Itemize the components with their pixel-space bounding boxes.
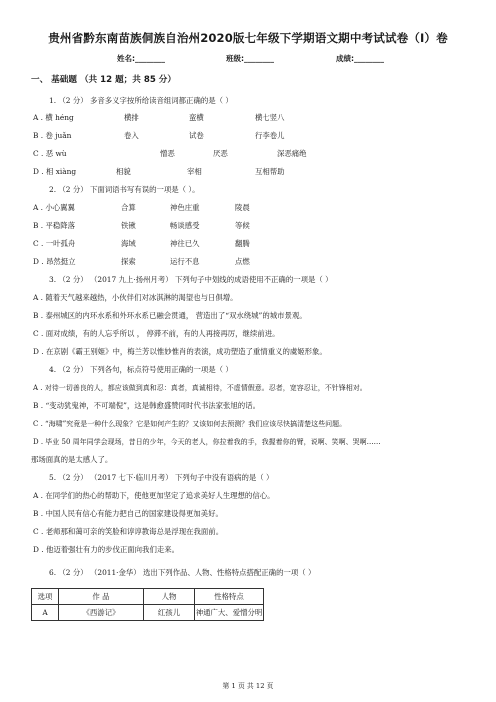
q4-option-a[interactable]: A . 对待一切善良的人，都应该做到真和忍：真者，真诚相待，不虚情假意。忍者，宽容忍让，不针锋相对。	[33, 384, 367, 392]
section-heading: 一、 基础题 （共 12 题；共 85 分）	[31, 75, 176, 85]
table-row[interactable]	[32, 605, 264, 621]
name-field[interactable]: 姓名:________	[117, 54, 165, 63]
q4-option-d[interactable]: D . 毕业 50 周年同学会现场，昔日的少年，今天的老人，你拉着我的手，我握着你的臂，说啊、笑啊、哭啊……	[33, 438, 381, 446]
table-header-row	[32, 589, 264, 605]
q4-option-b[interactable]: B . “变动犹鬼神，不可端倪”，这是韩愈盛赞同时代书法家张旭的话。	[33, 401, 260, 410]
table-cell: 红孩儿	[144, 605, 195, 621]
table-cell: A	[32, 605, 59, 621]
table-header-cell: 人物	[144, 589, 195, 605]
q4-option-d-continued: 那场面真的是太感人了。	[31, 455, 113, 464]
question-6-table	[31, 588, 264, 621]
table-header-cell: 性格特点	[195, 589, 264, 605]
question-5-stem: 5. （2 分） （2017 七下·临川月考） 下列句子中没有语病的是（ ）	[49, 473, 274, 482]
question-1-stem: 1. （2 分） 多音多义字按所给读音组词都正确的是（ ）	[49, 96, 233, 105]
q3-option-b[interactable]: B . 泰州城区的内环水系和外环水系已融会贯通， 营造出了“双水绕城”的城市景观。	[33, 311, 307, 320]
q5-option-c[interactable]: C . 老师那和蔼可亲的笑脸和谆谆教诲总是浮现在我面前。	[33, 527, 224, 536]
table-header-cell: 作 品	[59, 589, 144, 605]
q3-option-d[interactable]: D . 在京剧《霸王别姬》中，梅兰芳以惟妙惟肖的表演，成功塑造了重情重义的虞姬形象。	[33, 347, 327, 356]
table-cell: 《西游记》	[59, 605, 144, 621]
q5-option-b[interactable]: B . 中国人民有信心有能力把自己的国家建设得更加美好。	[33, 509, 223, 518]
q5-option-a[interactable]: A . 在同学们的热心的帮助下，使他更加坚定了追求美好人生理想的信心。	[33, 491, 275, 500]
page-footer: 第 1 页 共 12 页	[222, 682, 274, 690]
q3-option-c[interactable]: C . 面对成绩，有的人忘乎所以 ， 停滞不前，有的人再接再厉，继续前进。	[33, 329, 280, 338]
q4-option-c[interactable]: C . “海啸”究竟是一种什么现象？它是如何产生的？又该如何去预测？我们应该尽快搞清楚这些问题。	[33, 420, 347, 428]
q5-option-d[interactable]: D . 他迈着强壮有力的步伐正面向我们走来。	[33, 545, 180, 554]
exam-title: 贵州省黔东南苗族侗族自治州2020版七年级下学期语文期中考试试卷（I）卷	[48, 31, 448, 45]
question-2-stem: 2. （2 分） 下面词语书写有误的一项是（ ）。	[49, 185, 200, 194]
question-3-stem: 3. （2 分） （2017 九上·扬州月考） 下列句子中划线的成语使用不正确的一项是（ ）	[49, 275, 333, 284]
q3-option-a[interactable]: A . 随着天气越来越热，小伙伴们对冰淇淋的渴望也与日俱增。	[33, 293, 238, 302]
score-field[interactable]: 成绩:________	[336, 54, 384, 63]
table-cell: 神通广大、爱憎分明	[195, 605, 264, 621]
table-header-cell: 选项	[32, 589, 59, 605]
question-4-stem: 4. （2 分） 下列各句，标点符号使用正确的一项是（ ）	[49, 365, 233, 374]
question-6-stem: 6. （2 分） （2011·金华） 选出下列作品、人物、性格特点搭配正确的一项（ ）	[49, 568, 316, 577]
class-field[interactable]: 班级:________	[226, 54, 274, 63]
